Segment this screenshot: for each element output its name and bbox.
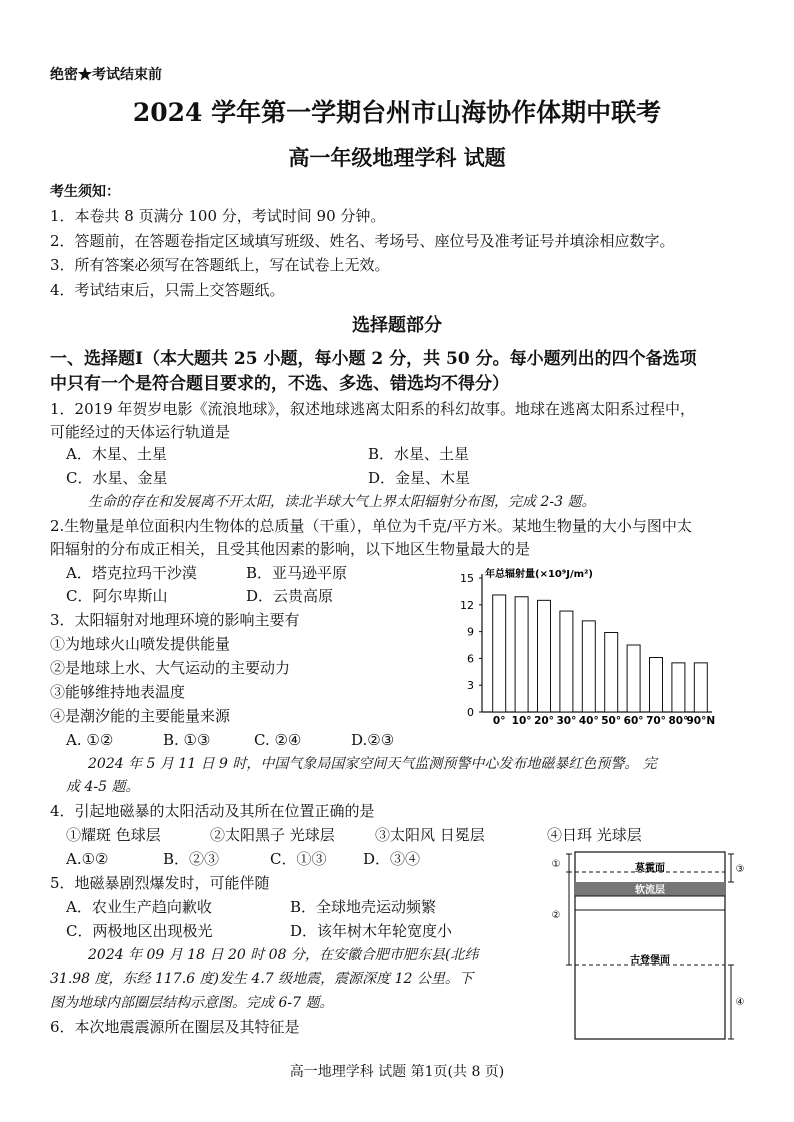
q5-option-d: D．该年树木年轮宽度小 bbox=[290, 922, 453, 940]
q4-option-c: C．①③ bbox=[270, 850, 327, 868]
chart-bar bbox=[515, 597, 528, 712]
intro-q4-5-line2: 成 4-5 题。 bbox=[66, 779, 140, 795]
q1-option-c: C．水星、金星 bbox=[66, 469, 168, 487]
chart-bar bbox=[627, 645, 640, 712]
q5-option-c: C．两极地区出现极光 bbox=[66, 922, 213, 940]
q4-statement-2: ②太阳黑子 光球层 bbox=[210, 826, 335, 844]
part1-heading-line2: 中只有一个是符合题目要求的，不选、多选、错选均不得分） bbox=[50, 374, 509, 394]
earth-column-outline bbox=[575, 852, 725, 1039]
notice-item-4: 4．考试结束后，只需上交答题纸。 bbox=[50, 281, 285, 299]
layer-4-label: ④ bbox=[735, 997, 745, 1008]
intro-q6-7-line3: 图为地球内部圈层结构示意图。完成 6-7 题。 bbox=[50, 995, 334, 1011]
y-tick-label: 6 bbox=[467, 652, 474, 666]
q2-option-a: A．塔克拉玛干沙漠 bbox=[66, 564, 197, 582]
confidential-mark: 绝密★考试结束前 bbox=[50, 67, 162, 83]
x-tick-label: 60° bbox=[623, 715, 644, 727]
x-tick-label: 30° bbox=[556, 715, 577, 727]
chart-bar bbox=[672, 663, 685, 712]
q3-option-a: A. ①② bbox=[66, 731, 114, 749]
chart-bar bbox=[694, 663, 707, 712]
q1-option-b: B．水星、土星 bbox=[368, 445, 470, 463]
q3-statement-2: ②是地球上水、大气运动的主要动力 bbox=[50, 659, 291, 677]
q4-statement-4: ④日珥 光球层 bbox=[547, 826, 642, 844]
y-tick-label: 0 bbox=[467, 706, 474, 719]
chart-title: 年总辐射量(×10⁹J/m²) bbox=[485, 569, 593, 580]
q3-statement-1: ①为地球火山喷发提供能量 bbox=[50, 635, 231, 653]
q2-stem-line1: 2.生物量是单位面积内生物体的总质量（干重），单位为千克/平方米。某地生物量的大小与图中太 bbox=[50, 517, 692, 535]
q5-option-b: B．全球地壳运动频繁 bbox=[290, 898, 437, 916]
q3-statement-4: ④是潮汐能的主要能量来源 bbox=[50, 707, 231, 725]
x-tick-label: 0° bbox=[492, 715, 506, 727]
q4-statement-1: ①耀斑 色球层 bbox=[66, 826, 161, 844]
q2-option-c: C．阿尔卑斯山 bbox=[66, 587, 168, 605]
x-tick-label: 40° bbox=[578, 715, 599, 727]
q1-option-a: A．木星、土星 bbox=[66, 445, 167, 463]
q2-option-b: B．亚马逊平原 bbox=[246, 564, 348, 582]
exam-title: 2024 学年第一学期台州市山海协作体期中联考 bbox=[132, 98, 662, 127]
x-tick-label: 10° bbox=[511, 715, 532, 727]
q5-option-a: A．农业生产趋向歉收 bbox=[66, 898, 212, 916]
q3-statement-3: ③能够维持地表温度 bbox=[50, 683, 186, 701]
part1-heading-line1: 一、选择题Ⅰ（本大题共 25 小题，每小题 2 分，共 50 分。每小题列出的四个备选项 bbox=[50, 349, 697, 369]
gutenberg-label: 古登堡面 bbox=[630, 955, 670, 966]
chart-bar bbox=[493, 595, 506, 712]
intro-q6-7-line1: 2024 年 09 月 18 日 20 时 08 分，在安徽合肥市肥东县(北纬 bbox=[88, 947, 479, 963]
y-tick-label: 15 bbox=[460, 572, 474, 585]
notice-item-2: 2．答题前，在答题卷指定区域填写班级、姓名、考场号、座位号及准考证号并填涂相应数字。 bbox=[50, 232, 675, 250]
q1-stem-line2: 可能经过的天体运行轨道是 bbox=[50, 423, 231, 441]
q4-stem: 4．引起地磁暴的太阳活动及其所在位置正确的是 bbox=[50, 802, 375, 820]
chart-bar bbox=[582, 621, 595, 712]
x-tick-label: 70° bbox=[646, 715, 666, 727]
earth-layers-diagram bbox=[548, 846, 748, 1046]
layer-2-label: ② bbox=[551, 910, 561, 921]
chart-bar bbox=[560, 611, 573, 712]
y-tick-label: 9 bbox=[467, 625, 474, 639]
q1-stem-line1: 1．2019 年贺岁电影《流浪地球》，叙述地球逃离太阳系的科幻故事。地球在逃离太阳系过程中， bbox=[50, 400, 695, 418]
q4-option-b: B．②③ bbox=[163, 850, 220, 868]
page-footer: 高一地理学科 试题 第1页(共 8 页) bbox=[289, 1064, 505, 1080]
q2-option-d: D．云贵高原 bbox=[246, 587, 334, 605]
notice-item-3: 3．所有答案必须写在答题纸上，写在试卷上无效。 bbox=[50, 256, 390, 274]
q5-stem: 5．地磁暴剧烈爆发时，可能伴随 bbox=[50, 874, 270, 892]
y-tick-label: 12 bbox=[460, 598, 474, 612]
q3-option-c: C. ②④ bbox=[254, 731, 302, 749]
notice-heading: 考生须知： bbox=[50, 184, 120, 200]
layer-3-label: ③ bbox=[735, 864, 745, 875]
intro-q6-7-line2: 31.98 度，东经 117.6 度)发生 4.7 级地震，震源深度 12 公里。下 bbox=[50, 971, 473, 987]
solar-radiation-chart bbox=[450, 566, 730, 728]
q3-option-b: B. ①③ bbox=[163, 731, 211, 749]
x-tick-label: 80° bbox=[668, 715, 689, 727]
exam-subtitle: 高一年级地理学科 试题 bbox=[288, 145, 506, 170]
moho-label: 莫霍面 bbox=[635, 863, 665, 874]
section-title: 选择题部分 bbox=[352, 315, 442, 336]
q3-option-d: D.②③ bbox=[351, 731, 395, 749]
chart-bar bbox=[650, 658, 663, 712]
asthenosphere-label: 软流层 bbox=[635, 885, 665, 896]
q4-option-d: D．③④ bbox=[363, 850, 421, 868]
y-tick-label: 3 bbox=[467, 679, 474, 693]
x-tick-label: 20° bbox=[534, 715, 554, 727]
x-tick-label: 50° bbox=[601, 715, 622, 727]
q3-stem: 3．太阳辐射对地理环境的影响主要有 bbox=[50, 611, 300, 629]
q2-stem-line2: 阳辐射的分布成正相关，且受其他因素的影响，以下地区生物量最大的是 bbox=[50, 540, 531, 558]
intro-q4-5-line1: 2024 年 5 月 11 日 9 时，中国气象局国家空间天气监测预警中心发布地磁暴红色预警。 完 bbox=[88, 756, 657, 772]
q4-statement-3: ③太阳风 日冕层 bbox=[375, 826, 485, 844]
x-tick-label: 90°N bbox=[686, 715, 716, 727]
notice-item-1: 1．本卷共 8 页满分 100 分，考试时间 90 分钟。 bbox=[50, 207, 386, 225]
chart-bar bbox=[538, 600, 551, 712]
layer-1-label: ① bbox=[551, 859, 561, 870]
intro-q2-3: 生命的存在和发展离不开太阳，读北半球大气上界太阳辐射分布图，完成 2-3 题。 bbox=[88, 494, 596, 510]
q6-stem: 6．本次地震震源所在圈层及其特征是 bbox=[50, 1018, 300, 1036]
q4-option-a: A.①② bbox=[66, 850, 109, 868]
q1-option-d: D．金星、木星 bbox=[368, 469, 471, 487]
chart-bar bbox=[605, 632, 618, 712]
